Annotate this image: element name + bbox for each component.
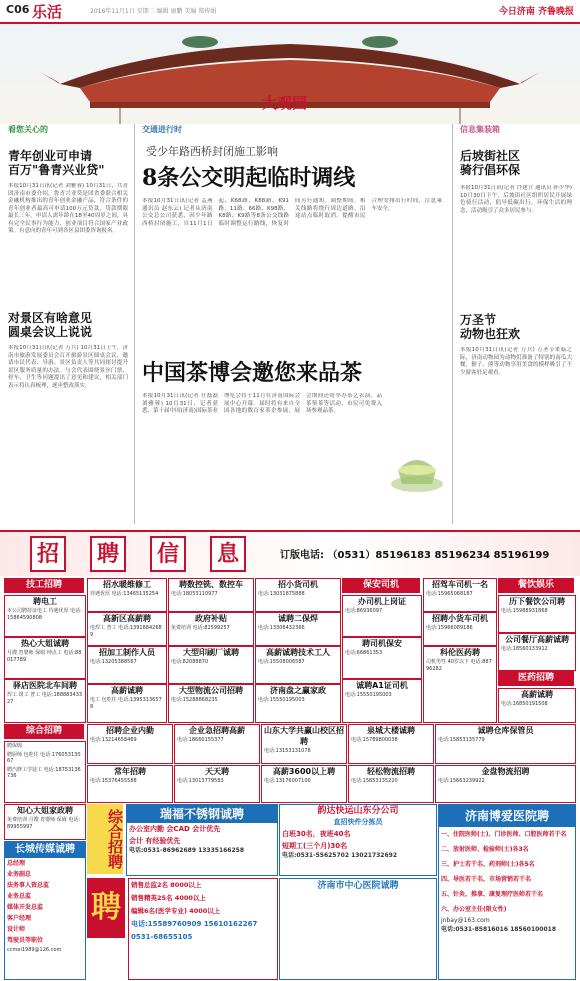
newspaper-brand: 今日济南 齐鲁晚报 [498, 7, 574, 17]
ad-box: 聘保姆 聘厨师 包吃住 电话:17605313067 聘汽修工学徒工 电话:18753136736 [4, 741, 86, 803]
ad-box: 驿店医院北车间聘 焊工 钳工 普工 电话:18888343327 [4, 679, 86, 723]
ad-box: 招小货司机 电话:13031875888 [255, 578, 341, 612]
right-column [460, 124, 572, 487]
ad-box: 热心大姐诚聘 月嫂 育婴师 保姆 钟点工 电话:88017789 [4, 637, 86, 679]
ad-category: 保安司机 [342, 578, 420, 593]
zhongxin-hospital-ad: 济南市中心医院诚聘 [279, 878, 437, 980]
left-headline-1: 青年创业可申请 [8, 149, 93, 163]
zonghe-badge: 综合招聘 [87, 804, 123, 874]
ad-box: 诚聘二保焊 电话:13306432366 [255, 612, 341, 646]
left-headline-2: 百万"鲁青兴业贷" [8, 163, 105, 177]
ad-box: 高薪3600以上聘 电话:13176007100 [261, 765, 347, 803]
ad-box: 大型印刷厂诚聘 电话:82088870 [168, 646, 254, 684]
pin-badge: 聘 [87, 878, 125, 938]
right-headline-2: 骑行倡环保 [460, 163, 521, 177]
center-article-1: 本报10月31日讯(记者 孟燕 通讯员 赵东云) 记者从济南公交总公司获悉，因少年路西桥封闭施工，自11月1日起，K68路、K88路、K91路、11路、66路、K98路、K8路、K9路等8条公交线路临时调整运行路线，恢复时间另行通知。调整期间，相关线路将绕行周边道路，沿途站点临时取消。提醒市民合理安排出行时间，注意乘车安全。 [142, 198, 442, 227]
right-headline-1: 后坡街社区 [460, 149, 521, 163]
ad-category: 技工招聘 [4, 578, 84, 593]
ad-box: 高薪诚聘技术工人 电话:15508006587 [255, 646, 341, 684]
steel-ad: 瑞福不锈钢诚聘 办公室内勤 会CAD 会计优先 会计 有经验优先 电话:0531-86962689 13335166258 [126, 804, 278, 876]
center-headline-2: 中国茶博会邀您来品茶 [142, 360, 363, 386]
ad-box: 济南盘之赢家政 电话:15550195003 [255, 684, 341, 723]
banner-char: 招 [30, 536, 66, 572]
changcheng-ad: 长城传媒诚聘 总经理 业务副总 法务事人资总监 业务总监 媒体开发总监 客户经理 设计师 驾驶员等职位 ccmei1989@126.com [4, 841, 86, 980]
ad-box: 金盘物流招聘 电话:15663239922 [435, 765, 576, 803]
ad-box: 诚聘仓库保管员 电话:15853135779 [435, 724, 576, 764]
ad-box: 知心大姐家政聘 免费培训 月嫂 育婴师 保姆 电话:89955997 [4, 804, 86, 840]
issue-meta: 2016年11月1日 星期二 编辑 康鹏 美编 郑传娟 [90, 8, 217, 15]
left-headline-4: 圆桌会议上说说 [8, 325, 93, 339]
ad-category: 医药招聘 [498, 671, 574, 686]
ad-box: 办司机上岗证 电话:86936097 [342, 595, 422, 637]
column-divider [134, 124, 135, 524]
right-headline-3: 万圣节 [460, 313, 497, 327]
ad-box: 历下餐饮公司聘 电话:15988931868 [498, 595, 576, 633]
left-column-tag: 看您关心的 [8, 125, 48, 134]
ad-box: 泉城大楼诚聘 电话:15789800038 [348, 724, 434, 764]
column-divider [452, 124, 453, 524]
right-headline-4: 动物也狂欢 [460, 327, 521, 341]
ad-box: 招加工制作人员 电话:13205388567 [87, 646, 167, 684]
boai-hospital-ad: 济南博爱医院聘 一、住院医师(士)、门诊医师、口腔医师若干名 二、放射医师、检验师(士)各3名 三、护士若干名、药剂师(士)各5名 四、导医若干名、市场营销若干名 五、针灸、推拿、康复理疗医师若干名 六、办公室主任(限女性) jnbay@163.com 电话:0531-85816016 18560100018 [438, 804, 576, 980]
page-header [0, 0, 580, 24]
page-number: C06 [6, 3, 30, 16]
left-headline-3: 对景区有啥意见 [8, 311, 93, 325]
column-title: 大观园 [262, 94, 308, 112]
ad-box: 高薪诚聘 电工 包吃住 电话:13953136578 [87, 684, 167, 723]
banner-char: 信 [150, 536, 186, 572]
ad-box: 高薪诚聘 电话:16850191508 [498, 688, 576, 723]
ad-box: 科伦医药聘 司机男性 40岁以下 电话:88796282 [423, 646, 497, 723]
yunda-ad: 韵达快运山东分公司 直招快件分拣员 白班30名，夜班40名 短期工(三个月)30名 电话:0531-55625702 13021732692 [279, 804, 437, 876]
ad-box: 天天聘 电话:13013779583 [174, 765, 260, 803]
banner-char: 聘 [90, 536, 126, 572]
ad-box: 公司餐厅高薪诚聘 电话:18560133912 [498, 633, 576, 671]
banner-char: 息 [210, 536, 246, 572]
right-article-2: 本报10月31日讯(记者 万兵) 万圣节来临之际，济南动物园为动物们准备了特别的南瓜大餐，猴子、熊等动物享用美食的模样吸引了不少游客驻足观看。 [460, 347, 572, 376]
ad-box: 招驾车司机一名 电话:15965068187 [423, 578, 497, 612]
ad-box: 聘数控铣、数控车 电话:18053110977 [168, 578, 254, 612]
recruitment-banner [0, 530, 580, 576]
right-column-tag: 信息集装箱 [460, 125, 500, 134]
classified-ads [4, 578, 576, 978]
ad-box: 诚聘A1证司机 电话:15550195003 [342, 679, 422, 723]
section-title: 乐活 [32, 3, 63, 21]
ad-box: 常年招聘 电话:15376455588 [87, 765, 173, 803]
ad-box: 大型物流公司招聘 电话:15288868235 [168, 684, 254, 723]
center-column-tag: 交通进行时 [142, 125, 182, 134]
tea-photo [388, 440, 446, 496]
center-headline: 8条公交明起临时调线 [142, 165, 356, 191]
ad-box: 聘司机保安 电话:66861353 [342, 637, 422, 679]
left-article-2: 本报10月31日讯(记者 万兵) 10月31日上午，济南市旅游发展委员会召开旅游景区圆桌会议，邀请市民代表、导游、景区负责人等共同探讨提升景区服务质量的办法。与会代表围绕景区门票、停车、卫生等问题提出了意见和建议，相关部门表示将认真梳理，逐步整改落实。 [8, 345, 128, 389]
ad-order-phone: 订版电话: （0531）85196183 85196234 85196199 [280, 550, 550, 561]
left-article-1: 本报10月31日讯(记者 刘雅蓉) 10月31日，共青团济南市委介绍，鲁青兴业贷是团省委联合相关金融机构推出的青年创业金融产品，符合条件的青年创业者最高可申请100万元贷款，贷款期限最长三年。申请人需年龄在18至40周岁之间，具有完全民事行为能力，创业项目符合国家产业政策。有意向的青年可到各区县团委咨询报名。 [8, 183, 128, 234]
left-column [8, 124, 128, 505]
ad-category: 综合招聘 [4, 724, 84, 739]
center-subheadline: 受少年路西桥封闭施工影响 [146, 145, 278, 158]
ad-box: 招聘小货车司机 电话:15966089186 [423, 612, 497, 646]
ad-box: 政府补贴 免费培训 电话:82599257 [168, 612, 254, 646]
ad-box: 企业急招聘高薪 电话:18660155377 [174, 724, 260, 764]
right-article-1: 本报10月31日讯(记者 许建立 通讯员 孙少华) 10月30日下午，后坡街社区组织居民开展绿色骑行活动，倡导低碳出行、环保生活的理念，活动吸引了众多居民参与。 [460, 185, 572, 214]
center-article-2: 本报10月31日讯(记者 任磊磊 刘雅蓉) 10月31日，记者获悉，第十届中国(济南)国际茶业博览会将于11月在济南国际会展中心开幕。届时将有来自全国各地的数百家茶企参展，展会期间还将举办茶艺表演、品茶鉴茶等活动，市民可免费入场参观品茶。 [142, 393, 382, 414]
ad-category: 餐饮娱乐 [498, 578, 574, 593]
ad-box: 聘电工 本公司聘持证电工 待遇优厚 电话:15864590808 [4, 595, 86, 637]
ad-box: 招水暖维修工 待遇优厚 电话:13465135254 [87, 578, 167, 612]
ad-box: 高新区高薪聘 电焊工 普工 电话:13918842689 [87, 612, 167, 646]
ad-box: 山东大学共赢山校区招聘 电话:13153131078 [261, 724, 347, 764]
ad-box: 招聘企业内勤 电话:13214658469 [87, 724, 173, 764]
center-column [142, 124, 442, 493]
pin-ad: 销售总监2名 8000以上 销售精英25名 4000以上 编辑6名(医学专业) 4000以上 电话:15589760909 15610162267 0531-68655105 [128, 878, 278, 980]
ad-box: 轻松物流招聘 电话:15853135220 [348, 765, 434, 803]
